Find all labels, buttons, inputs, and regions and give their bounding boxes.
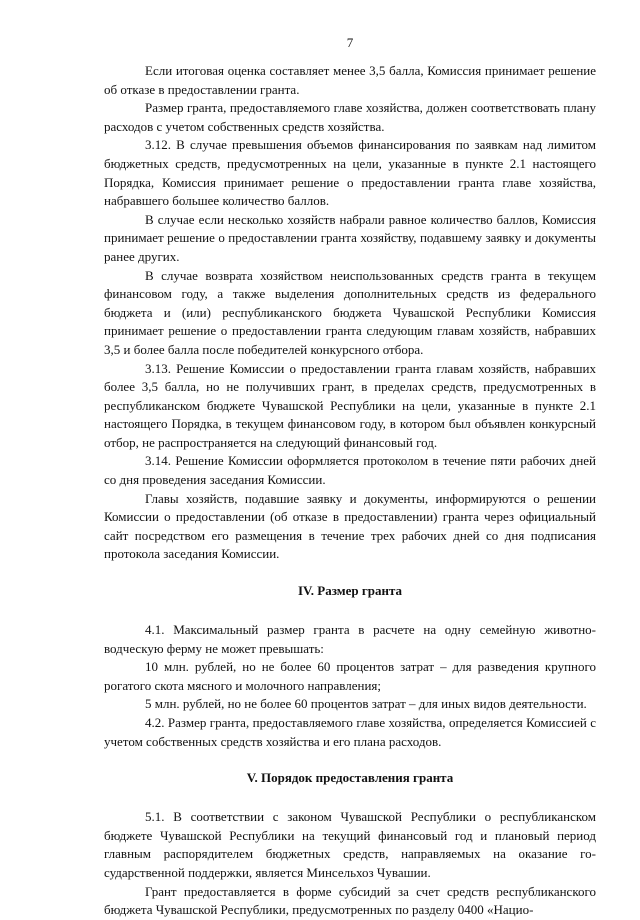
paragraph-3-14: 3.14. Решение Комиссии оформляется протоколом в течение пяти рабочих дней со дня проведения заседания Комиссии. — [104, 453, 596, 488]
paragraph: 10 млн. рублей, но не более 60 процентов затрат – для разведения крупного рогатого скота мясного и молочного направления; — [104, 659, 596, 693]
section-3-continuation — [104, 62, 596, 564]
page-number: 7 — [346, 35, 354, 50]
section-4-heading: IV. Размер гранта — [297, 583, 403, 599]
document-page — [104, 34, 596, 920]
paragraph: Размер гранта, предоставляемого главе хозяйства, должен соответствовать плану расходов с учетом собственных средств хозяйства. — [104, 100, 596, 134]
paragraph: В случае если несколько хозяйств набрали равное количество баллов, Комиссия принимает решение о предоставлении гранта хозяйству, подавшему заявку и документы ранее других. — [104, 211, 596, 264]
paragraph-3-13: 3.13. Решение Комиссии о предоставлении гранта главам хозяйств, набравших более 3,5 балла, но не получивших грант, в пределах средств, предусмотренных в республиканском бюджете Чувашской Республики на цели, указанные в пункте 2.1 настоящего Порядка, в текущем финансовом году, в котором был объявлен конкурсный отбор, не распространяется на следующий финансовый год. — [104, 360, 596, 450]
section-5-heading: V. Порядок предоставления гранта — [246, 770, 454, 786]
paragraph-4-2: 4.2. Размер гранта, предоставляемого главе хозяйства, определяется Комиссией с учетом собственных средств хозяйства и его плана расходов. — [104, 715, 596, 749]
paragraph: Если итоговая оценка составляет менее 3,5 балла, Комиссия принимает решение об отказе в предоставлении гранта. — [104, 63, 596, 97]
section-5 — [104, 808, 596, 920]
paragraph: 5 млн. рублей, но не более 60 процентов затрат – для иных видов деятельности. — [145, 696, 587, 712]
paragraph-5-1: 5.1. В соответствии с законом Чувашской Республики о республиканском бюджете Чувашской Республики на текущий финансовый год и плановый период главным распорядителем бюджетных средств, направляемых на оказание государственной поддержки, является Минсельхоз Чувашии. — [104, 809, 596, 880]
section-4 — [104, 621, 596, 751]
paragraph-4-1: 4.1. Максимальный размер гранта в расчете на одну семейную животноводческую ферму не может превышать: — [104, 622, 596, 656]
paragraph: В случае возврата хозяйством неиспользованных средств гранта в текущем финансовом году, а также выделения дополнительных средств из федерального бюджета и (или) республиканского бюджета Чувашской Республики Комиссия принимает решение о предоставлении гранта следующим главам хозяйств, набравших 3,5 и более балла после победителей конкурсного отбора. — [104, 267, 596, 357]
paragraph-3-12: 3.12. В случае превышения объемов финансирования по заявкам над лимитом бюджетных средств, предусмотренных на цели, указанные в пункте 2.1 настоящего Порядка, Комиссия принимает решение о предоставлении гранта главе хозяйства, набравшего большее количество баллов. — [104, 137, 596, 209]
paragraph: Грант предоставляется в форме субсидий за счет средств республиканского бюджета Чувашской Республики, предусмотренных по разделу 0400 «Нацио- — [104, 883, 596, 918]
paragraph: Главы хозяйств, подавшие заявку и документы, информируются о решении Комиссии о предоставлении (об отказе в предоставлении) гранта через официальный сайт посредством его размещения в течение трех рабочих дней со дня подписания протокола заседания Комиссии. — [104, 490, 596, 562]
